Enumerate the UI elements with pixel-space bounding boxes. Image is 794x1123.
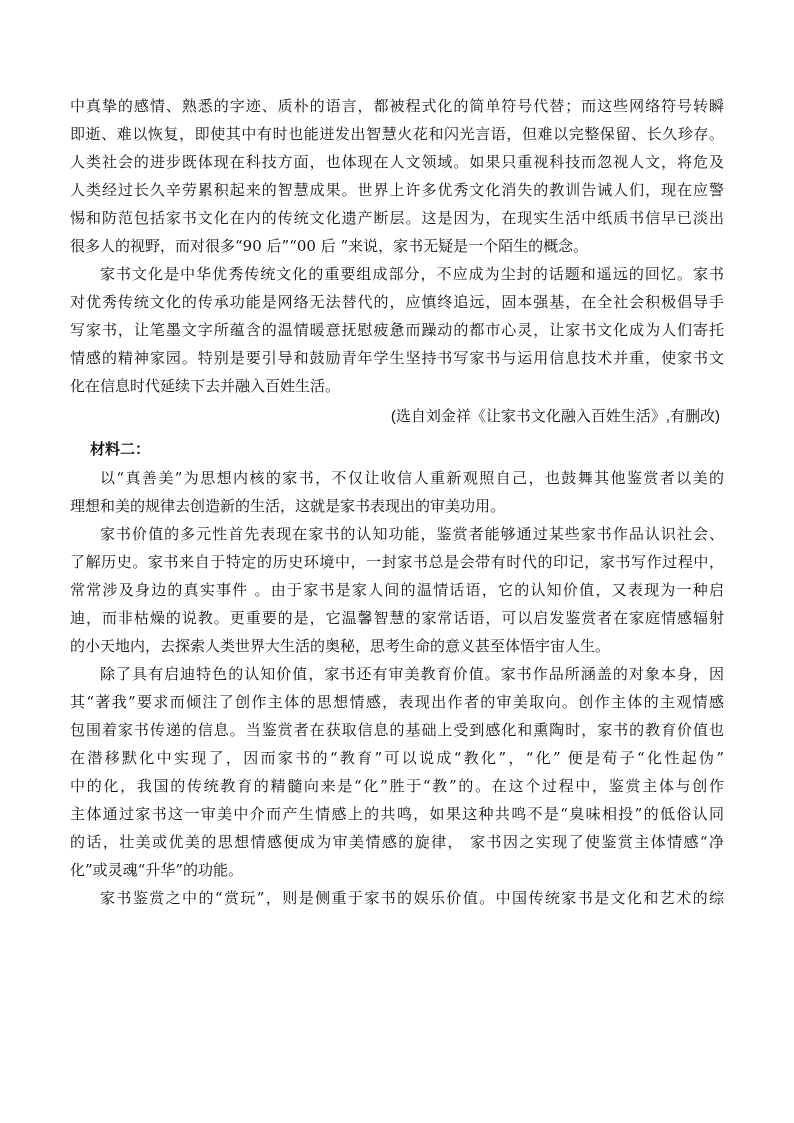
paragraph-4 (70, 520, 724, 660)
text-line: 在潜移默化中实现了，因而家书的“教育”可以说成“教化”，“化” 便是荀子“化性起伪” (70, 749, 724, 767)
text-line: 人类经过长久辛劳累积起来的智慧成果。世界上许多优秀文化消失的教训告诫人们，现在应警 (70, 181, 724, 199)
paragraph-6 (70, 884, 724, 912)
text-line: 的小天地内，去探索人类世界大生活的奥秘，思考生命的意义甚至体悟宇宙人生。 (70, 637, 611, 655)
text-line: 理想和美的规律去创造新的生活，这就是家书表现出的审美功用。 (70, 497, 506, 515)
text-line: 化”或灵魂“升华”的功能。 (70, 861, 244, 879)
document-page (70, 92, 724, 912)
text-line: 情感的精神家园。特别是要引导和鼓励青年学生坚持书写家书与运用信息技术并重，使家书文 (70, 349, 724, 367)
paragraph-1 (70, 92, 724, 260)
text-line: 的话，壮美或优美的思想情感便成为审美情感的旋律， 家书因之实现了使鉴赏主体情感“净 (70, 833, 724, 851)
text-line: 写家书，让笔墨文字所蕴含的温情暖意抚慰疲惫而躁动的都市心灵，让家书文化成为人们寄托 (70, 321, 724, 339)
text-line: 家书文化是中华优秀传统文化的重要组成部分，不应成为尘封的话题和遥远的回忆。家书 (100, 265, 724, 283)
text-line: 化在信息时代延续下去并融入百姓生活。 (70, 377, 341, 395)
text-line: 了解历史。家书来自于特定的历史环境中，一封家书总是会带有时代的印记，家书写作过程中， (70, 553, 724, 571)
text-line: 主体通过家书这一审美中介而产生情感上的共鸣，如果这种共鸣不是“臭味相投”的低俗认同 (70, 805, 724, 823)
paragraph-2 (70, 260, 724, 400)
text-line: 惕和防范包括家书文化在内的传统文化遗产断层。这是因为，在现实生活中纸质书信早已淡出 (70, 209, 724, 227)
paragraph-5 (70, 660, 724, 884)
text-line: 中真挚的感情、熟悉的字迹、质朴的语言，都被程式化的简单符号代替；而这些网络符号转瞬 (70, 97, 724, 115)
text-line: 除了具有启迪特色的认知价值，家书还有审美教育价值。家书作品所涵盖的对象本身，因 (100, 665, 724, 683)
text-line: 很多人的视野，而对很多“90 后”“00 后 ”来说，家书无疑是一个陌生的概念。 (70, 237, 589, 255)
text-line: 对优秀传统文化的传承功能是网络无法替代的，应慎终追远，固本强基，在全社会积极倡导手 (70, 293, 724, 311)
text-line: 即逝、难以恢复，即使其中有时也能迸发出智慧火花和闪光言语，但难以完整保留、长久珍存。 (70, 125, 724, 143)
text-line: 其“著我”要求而倾注了创作主体的思想情感，表现出作者的审美取向。创作主体的主观情感 (70, 693, 724, 711)
source-note: (选自刘金祥《让家书文化融入百姓生活》,有删改) (390, 408, 720, 425)
text-line: 包围着家书传递的信息。当鉴赏者在获取信息的基础上受到感化和熏陶时，家书的教育价值也 (70, 721, 724, 739)
material-heading: 材料二： (90, 440, 151, 458)
text-line: 以“真善美”为思想内核的家书，不仅让收信人重新观照自己，也鼓舞其他鉴赏者以美的 (100, 469, 724, 487)
text-line: 中的化，我国的传统教育的精髓向来是“化”胜于“教”的。在这个过程中，鉴赏主体与创作 (70, 777, 724, 795)
text-line: 家书鉴赏之中的“赏玩”，则是侧重于家书的娱乐价值。中国传统家书是文化和艺术的综 (100, 889, 724, 907)
text-line: 人类社会的进步既体现在科技方面，也体现在人文领域。如果只重视科技而忽视人文，将危及 (70, 153, 724, 171)
text-line: 迪，而非枯燥的说教。更重要的是，它温馨智慧的家常话语，可以启发鉴赏者在家庭情感辐射 (70, 609, 724, 627)
text-line: 家书价值的多元性首先表现在家书的认知功能，鉴赏者能够通过某些家书作品认识社会、 (100, 525, 724, 543)
text-line: 常常涉及身边的真实事件 。由于家书是家人间的温情话语，它的认知价值，又表现为一种启 (70, 581, 724, 599)
paragraph-3 (70, 464, 724, 520)
